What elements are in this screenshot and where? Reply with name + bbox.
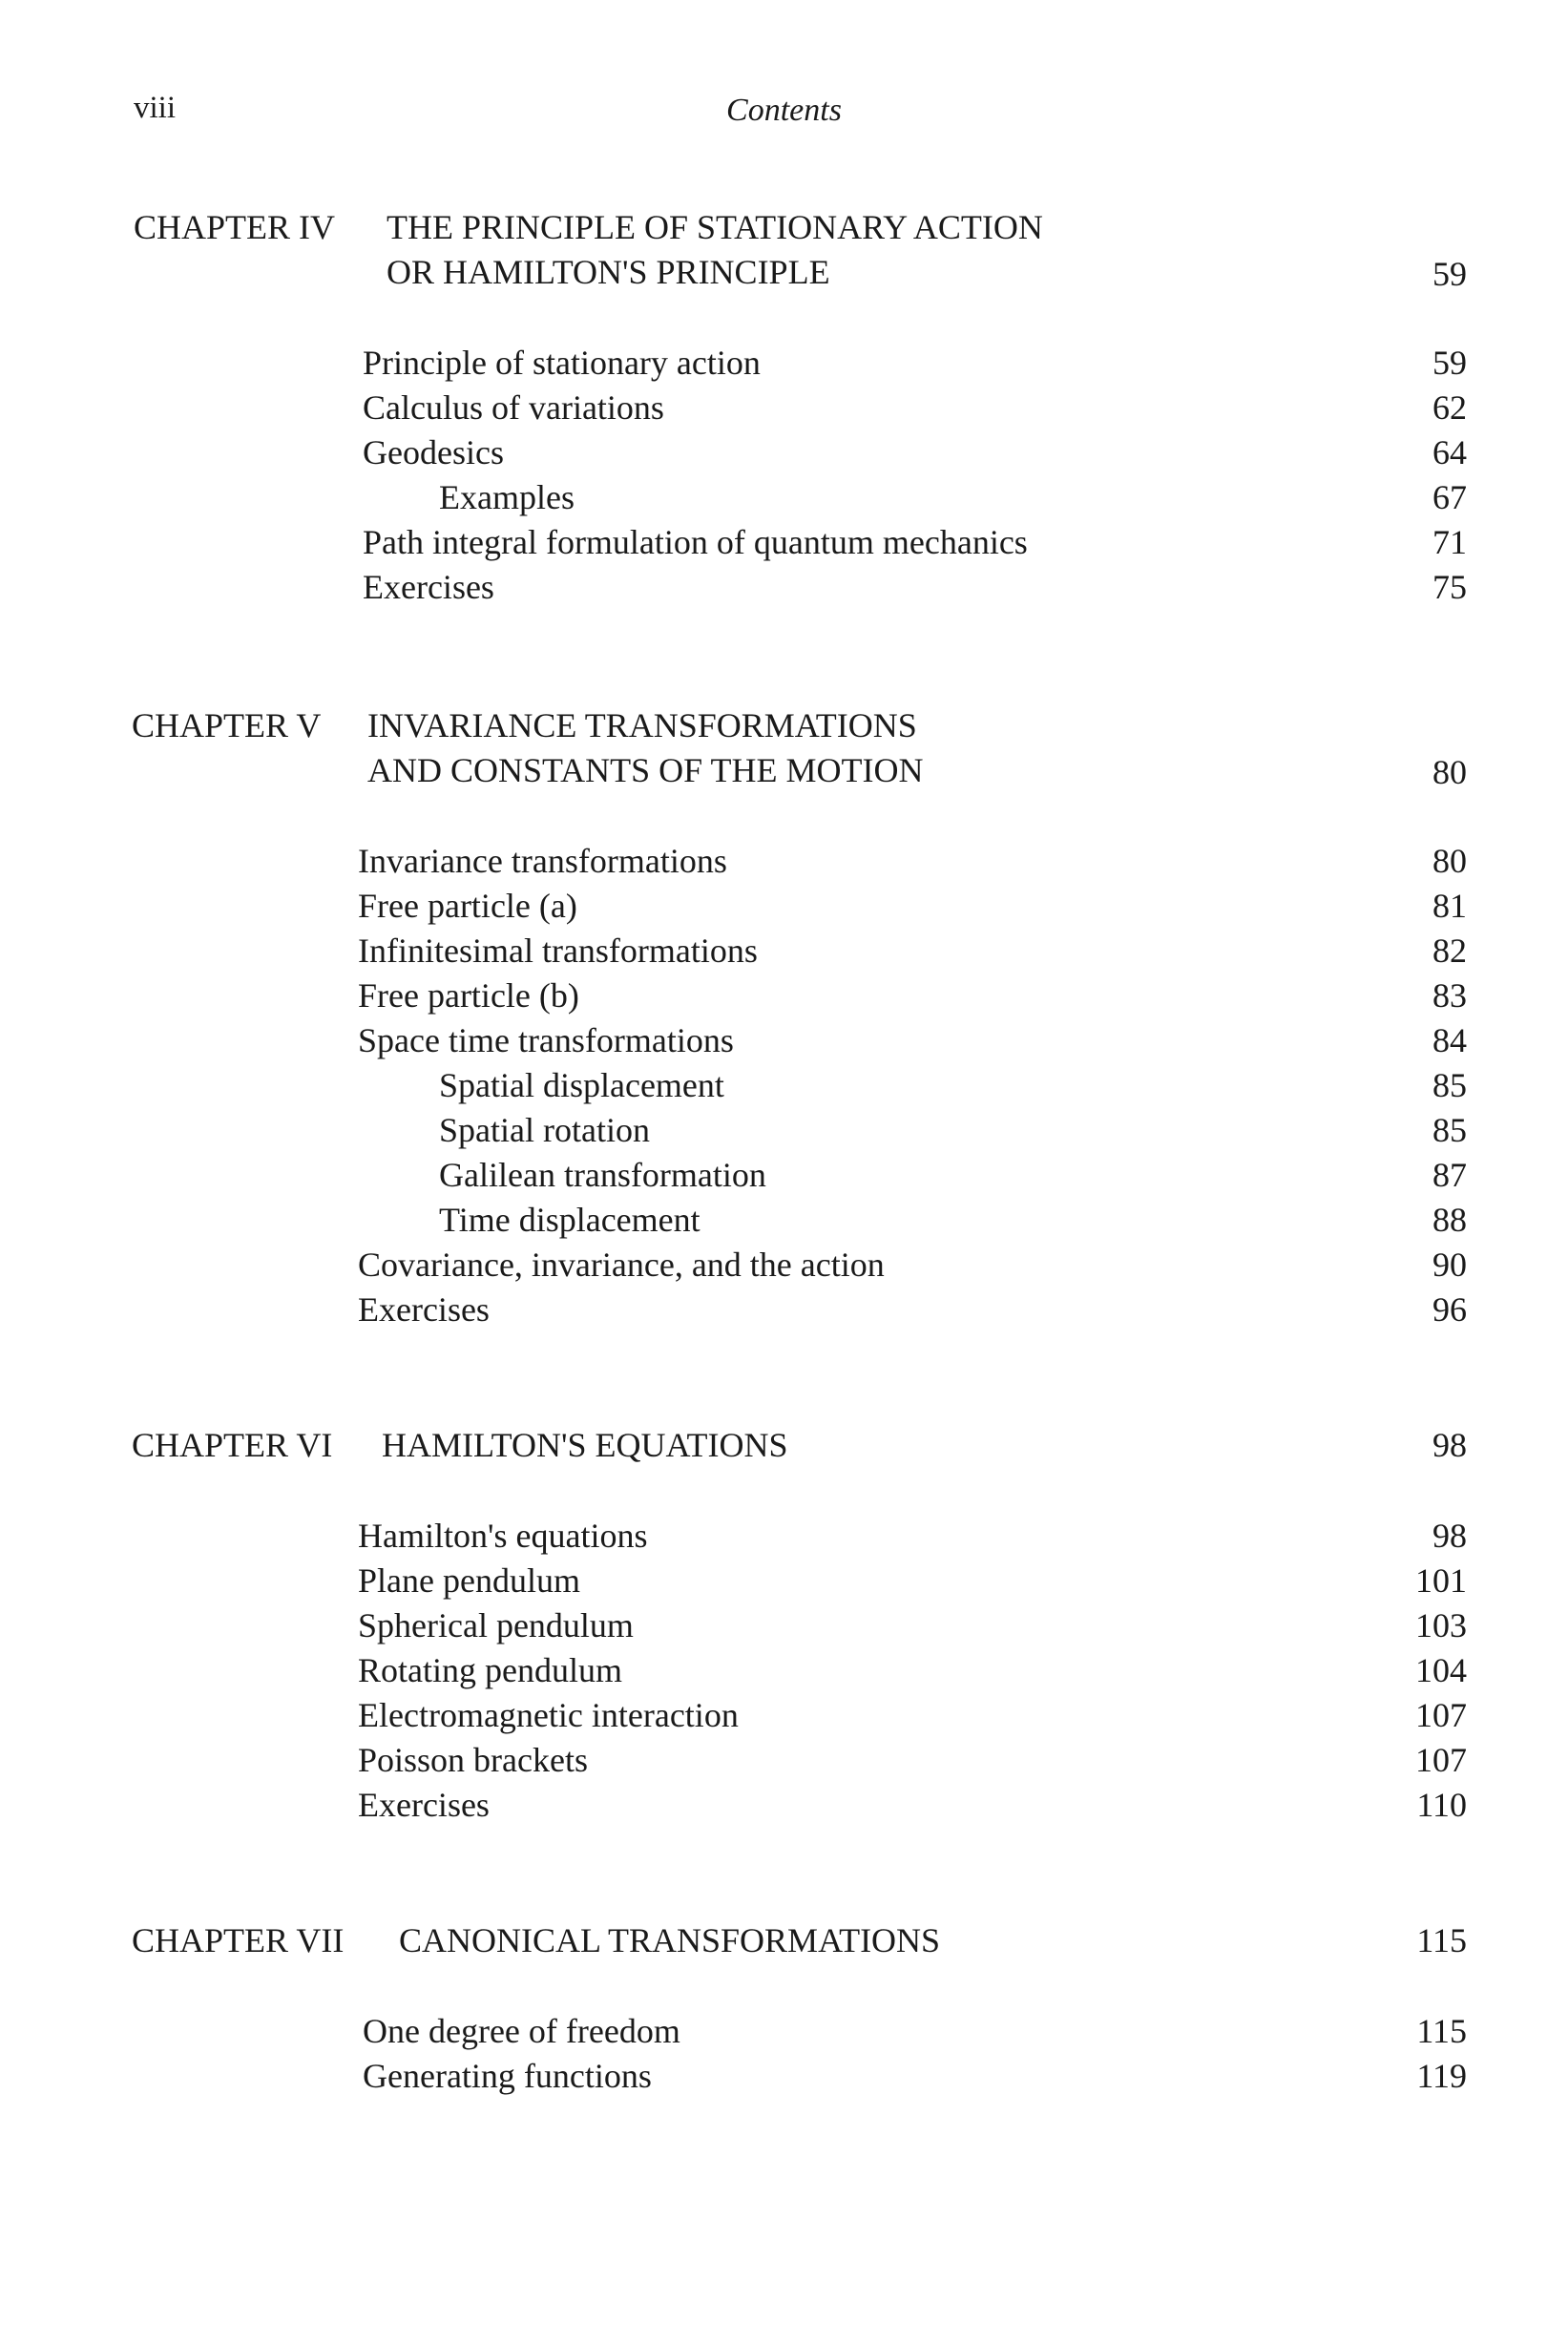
- toc-entry: Exercises: [363, 568, 494, 606]
- toc-entry-page: 107: [1415, 1696, 1467, 1734]
- toc-entry-page: 83: [1432, 976, 1467, 1015]
- toc-entry-page: 107: [1415, 1741, 1467, 1779]
- chapter-page: 115: [1416, 1921, 1467, 1959]
- toc-entry: Plane pendulum: [358, 1561, 580, 1600]
- toc-entry-page: 90: [1432, 1246, 1467, 1284]
- chapter-title: THE PRINCIPLE OF STATIONARY ACTION: [387, 208, 1043, 246]
- chapter-title: HAMILTON'S EQUATIONS: [382, 1426, 788, 1464]
- toc-entry: Geodesics: [363, 433, 504, 471]
- toc-entry-page: 84: [1432, 1021, 1467, 1059]
- chapter-title: AND CONSTANTS OF THE MOTION: [367, 751, 924, 789]
- toc-entry: Generating functions: [363, 2057, 652, 2095]
- toc-entry: Poisson brackets: [358, 1741, 588, 1779]
- chapter-page: 59: [1432, 255, 1467, 293]
- toc-entry-page: 71: [1432, 523, 1467, 561]
- toc-subentry: Time displacement: [439, 1201, 700, 1239]
- toc-entry: Free particle (b): [358, 976, 579, 1015]
- chapter-label: CHAPTER IV: [134, 208, 336, 246]
- toc-entry: Space time transformations: [358, 1021, 734, 1059]
- chapter-title: CANONICAL TRANSFORMATIONS: [399, 1921, 941, 1959]
- toc-entry-page: 85: [1432, 1066, 1467, 1104]
- toc-subentry: Spatial displacement: [439, 1066, 724, 1104]
- toc-entry: Exercises: [358, 1290, 490, 1329]
- toc-entry-page: 75: [1432, 568, 1467, 606]
- chapter-page: 98: [1432, 1426, 1467, 1464]
- toc-entry: Principle of stationary action: [363, 344, 761, 382]
- toc-entry: Hamilton's equations: [358, 1517, 648, 1555]
- toc-entry: Invariance transformations: [358, 842, 727, 880]
- toc-subentry: Spatial rotation: [439, 1111, 650, 1149]
- toc-entry-page: 96: [1432, 1290, 1467, 1329]
- toc-entry-page: 103: [1415, 1606, 1467, 1644]
- toc-entry-page: 82: [1432, 932, 1467, 970]
- toc-entry-page: 88: [1432, 1201, 1467, 1239]
- chapter-label: CHAPTER V: [132, 706, 322, 744]
- chapter-title: INVARIANCE TRANSFORMATIONS: [367, 706, 917, 744]
- toc-subentry: Galilean transformation: [439, 1156, 766, 1194]
- chapter-page: 80: [1432, 753, 1467, 791]
- toc-entry-page: 98: [1432, 1517, 1467, 1555]
- toc-entry-page: 67: [1432, 478, 1467, 516]
- page-number: viii: [134, 91, 177, 125]
- toc-entry-page: 119: [1416, 2057, 1467, 2095]
- toc-entry-page: 115: [1416, 2012, 1467, 2050]
- toc-entry-page: 80: [1432, 842, 1467, 880]
- toc-entry: Infinitesimal transformations: [358, 932, 758, 970]
- chapter-label: CHAPTER VI: [132, 1426, 333, 1464]
- toc-entry: Free particle (a): [358, 887, 577, 925]
- toc-entry: One degree of freedom: [363, 2012, 680, 2050]
- running-header-title: Contents: [726, 93, 842, 128]
- toc-entry-page: 81: [1432, 887, 1467, 925]
- chapter-label: CHAPTER VII: [132, 1921, 345, 1959]
- toc-entry-page: 59: [1432, 344, 1467, 382]
- toc-entry: Rotating pendulum: [358, 1651, 622, 1689]
- toc-entry-page: 101: [1415, 1561, 1467, 1600]
- chapter-title: OR HAMILTON'S PRINCIPLE: [387, 253, 830, 291]
- toc-entry: Electromagnetic interaction: [358, 1696, 739, 1734]
- toc-entry-page: 85: [1432, 1111, 1467, 1149]
- toc-entry-page: 87: [1432, 1156, 1467, 1194]
- toc-subentry: Examples: [439, 478, 575, 516]
- toc-entry: Spherical pendulum: [358, 1606, 634, 1644]
- toc-entry: Calculus of variations: [363, 388, 664, 427]
- toc-entry-page: 104: [1415, 1651, 1467, 1689]
- toc-entry-page: 62: [1432, 388, 1467, 427]
- toc-entry-page: 110: [1416, 1786, 1467, 1824]
- toc-entry-page: 64: [1432, 433, 1467, 471]
- toc-entry: Path integral formulation of quantum mechanics: [363, 523, 1028, 561]
- toc-entry: Covariance, invariance, and the action: [358, 1246, 885, 1284]
- toc-entry: Exercises: [358, 1786, 490, 1824]
